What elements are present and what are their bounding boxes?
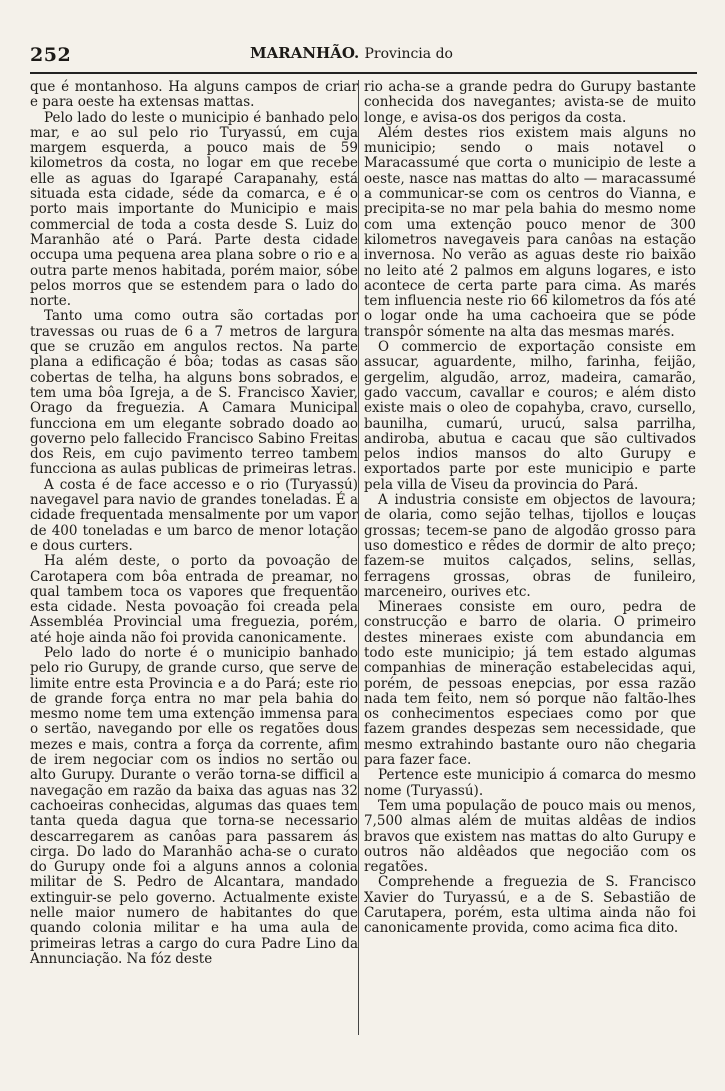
paragraph: rio acha-se a grande pedra do Gurupy bastante conhecida dos navegantes; avista-se de muito longe, e avisa-os dos perigos da costa. (364, 79, 696, 126)
paragraph: A industria consiste em objectos de lavoura; de olaria, como sejão telhas, tijollos e louças grossas; tecem-se pano de algodão grosso para uso domestico e rêdes de dormir de alto preço; fazem-se muitos calçados, selins, sellas, ferragens grossas, obras de funileiro, marceneiro, ourives etc. (364, 492, 696, 600)
paragraph: O commercio de exportação consiste em assucar, aguardente, milho, farinha, feijão, gergelim, algudão, arroz, madeira, camarão, gado vaccum, cavallar e couros; e além disto existe mais o oleo de copahyba, cravo, cursello, baunilha, cumarú, urucú, salsa parrilha, andiroba, abutua e cacau que são cultivados pelos indios mansos do alto Gurupy e exportados parte por este municipio e parte pela villa de Viseu da provincia do Pará. (364, 339, 696, 493)
left-column (30, 80, 358, 967)
running-header (250, 44, 453, 62)
right-column (364, 80, 696, 937)
paragraph: Pelo lado do norte é o municipio banhado pelo rio Gurupy, de grande curso, que serve de limite entre esta Provincia e a do Pará; este rio de grande força entra no mar pela bahia do mesmo nome tem uma extenção immensa para o sertão, navegando por elle os regatões dous mezes e mais, contra a força da corrente, afim de irem negociar com os indios no sertão ou alto Gurupy. Durante o verão torna-se difficil a navegação em razão da baixa das aguas nas 32 cachoeiras conhecidas, algumas das quaes tem tanta queda dagua que torna-se necessario descarregarem as canôas para passarem ás cirga. Do lado do Maranhão acha-se o curato do Gurupy onde foi a alguns annos a colonia militar de S. Pedro de Alcantara, mandado extinguir-se pelo governo. Actualmente existe nelle maior numero de habitantes do que quando colonia militar e ha uma aula de primeiras letras a cargo do cura Padre Lino da Annunciação. Na fóz deste (30, 644, 358, 967)
paragraph: Pertence este municipio á comarca do mesmo nome (Turyassú). (364, 767, 696, 799)
paragraph: A costa é de face accesso e o rio (Turyassú) navegavel para navio de grandes toneladas. É a cidade frequentada mensalmente por um vapor de 400 toneladas e um barco de menor lotação e dous curters. (30, 476, 358, 554)
paragraph: que é montanhoso. Ha alguns campos de criar e para oeste ha extensas mattas. (30, 79, 358, 111)
paragraph: Pelo lado do leste o municipio é banhado pelo mar, e ao sul pelo rio Turyassú, em cuja margem esquerda, a pouco mais de 59 kilometros da costa, no logar em que recebe elle as aguas do Igarapé Carapanahy, está situada esta cidade, séde da comarca, e é o porto mais importante do Municipio e mais commercial de toda a costa desde S. Luiz do Maranhão até o Pará. Parte desta cidade occupa uma pequena area plana sobre o rio e a outra parte menos habitada, porém maior, sóbe pelos morros que se estendem para o lado do norte. (30, 109, 358, 310)
paragraph: Tem uma população de pouco mais ou menos, 7,500 almas além de muitas aldêas de indios bravos que existem nas mattas do alto Gurupy e outros não aldêados que negocião com os regatões. (364, 797, 696, 876)
running-header-title: MARANHÃO. (250, 44, 360, 62)
paragraph: Comprehende a freguezia de S. Francisco Xavier do Turyassú, e a de S. Sebastião de Carutapera, porém, esta ultima ainda não foi canonicamente provida, como acima fica dito. (364, 874, 696, 937)
paragraph: Mineraes consiste em ouro, pedra de construcção e barro de olaria. O primeiro destes mineraes existe com abundancia em todo este municipio; já tem estado algumas companhias de mineração estabelecidas aqui, porém, de pessoas enepcias, por essa razão nada tem feito, nem só porque não faltão-lhes os conhecimentos especiaes como por que fazem grandes despezas sem necessidade, que mesmo extrahindo bastante ouro não chegaria para fazer face. (364, 599, 696, 769)
header-rule (30, 72, 697, 74)
paragraph: Além destes rios existem mais alguns no municipio; sendo o mais notavel o Maracassumé que corta o municipio de leste a oeste, nasce nas mattas do alto — maracassumé a communicar-se com os centros do Vianna, e precipita-se no mar pela bahia do mesmo nome com uma extenção pouco menor de 300 kilometros navegaveis para canôas na estação invernosa. No verão as aguas deste rio baixão no leito até 2 palmos em alguns logares, e isto acontece de certa parte para cima. As marés tem influencia neste rio 66 kilometros da fós até o logar onde ha uma cachoeira que se póde transpôr sómente na alta das mesmas marés. (364, 124, 696, 340)
column-divider (358, 80, 359, 1035)
paragraph: Ha além deste, o porto da povoação de Carotapera com bôa entrada de preamar, no qual tambem toca os vapores que frequentão esta cidade. Nesta povoação foi creada pela Assembléa Provincial uma freguezia, porém, até hoje ainda não foi provida canonicamente. (30, 553, 358, 646)
page-number: 252 (30, 44, 72, 66)
running-header-subtitle: Provincia do (364, 46, 453, 62)
paragraph: Tanto uma como outra são cortadas por travessas ou ruas de 6 a 7 metros de largura que se cruzão em angulos rectos. Na parte plana a edificação é bôa; todas as casas são cobertas de telha, ha alguns bons sobrados, e tem uma bôa Igreja, a de S. Francisco Xavier, Orago da freguezia. A Camara Municipal funcciona em um elegante sobrado doado ao governo pelo fallecido Francisco Sabino Freitas dos Reis, em cujo pavimento terreo tambem funcciona as aulas publicas de primeiras letras. (30, 308, 358, 478)
